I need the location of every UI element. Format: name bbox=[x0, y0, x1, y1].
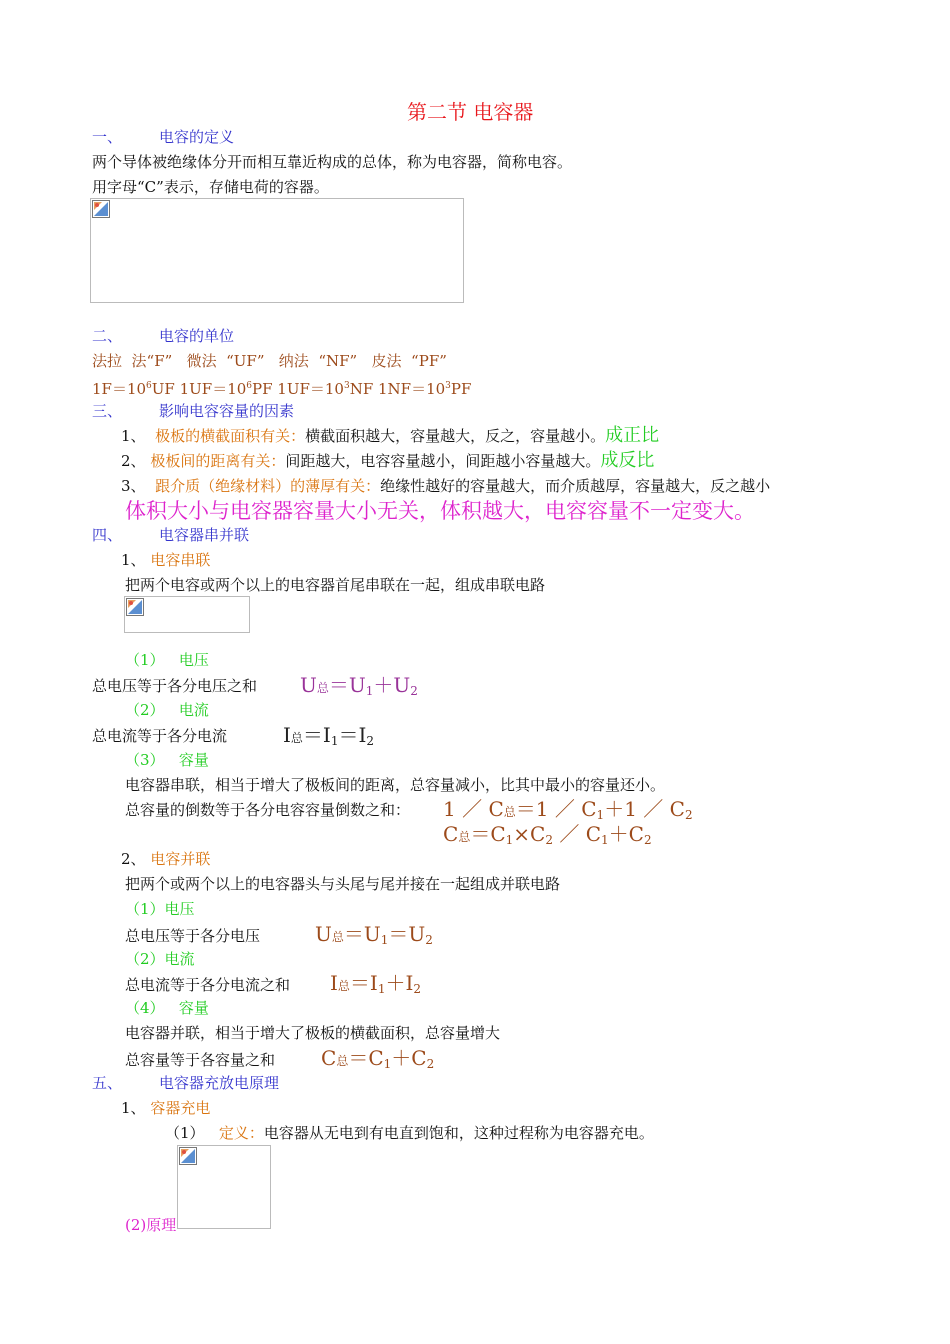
section-2-number: 二、 bbox=[92, 327, 123, 345]
series-current-formula: I总$=I_1=I_2$ bbox=[283, 723, 375, 748]
section-1-number: 一、 bbox=[92, 128, 123, 146]
page-title: 第二节 电容器 bbox=[407, 100, 534, 124]
charging-principle-image bbox=[177, 1145, 271, 1229]
series-capacity-text-2: 总容量的倒数等于各分电容容量倒数之和： bbox=[125, 801, 411, 819]
parallel-current-heading: （2）电流 bbox=[125, 950, 195, 968]
section-3-number: 三、 bbox=[92, 402, 123, 420]
parallel-voltage-formula: U总$=U_1=U_2$ bbox=[315, 922, 433, 947]
factor-1: 1、 极板的横截面积有关：横截面积越大，容量越大，反之，容量越小。成正比 bbox=[121, 425, 660, 446]
series-voltage-text: 总电压等于各分电压之和 bbox=[92, 677, 258, 695]
section-5-heading: 电容器充放电原理 bbox=[159, 1074, 280, 1092]
series-circuit-image bbox=[124, 596, 250, 633]
series-voltage-heading: （1） 电压 bbox=[125, 651, 209, 669]
series-current-text: 总电流等于各分电流 bbox=[92, 727, 228, 745]
series-capacity-heading: （3） 容量 bbox=[125, 751, 209, 769]
parallel-capacity-text-2: 总容量等于各容量之和 bbox=[125, 1051, 276, 1069]
parallel-voltage-heading: （1）电压 bbox=[125, 900, 195, 918]
parallel-voltage-text: 总电压等于各分电压 bbox=[125, 927, 261, 945]
capacitor-structure-image bbox=[90, 198, 464, 303]
series-capacity-text-1: 电容器串联，相当于增大了极板间的距离，总容量减小，比其中最小的容量还小。 bbox=[125, 776, 666, 794]
series-heading: 1、 电容串联 bbox=[121, 551, 211, 569]
charging-definition: （1） 定义：电容器从无电到有电直到饱和，这种过程称为电容器充电。 bbox=[165, 1124, 654, 1142]
section-1-heading: 电容的定义 bbox=[159, 128, 235, 146]
section-3-heading: 影响电容容量的因素 bbox=[159, 402, 295, 420]
series-description: 把两个电容或两个以上的电容器首尾串联在一起，组成串联电路 bbox=[125, 576, 546, 594]
unit-names: 法拉 法“F” 微法 “UF” 纳法 “NF” 皮法 “PF” bbox=[92, 352, 447, 370]
broken-image-icon bbox=[179, 1147, 197, 1165]
charging-principle-label: (2)原理 bbox=[125, 1216, 177, 1234]
parallel-current-text: 总电流等于各分电流之和 bbox=[125, 976, 291, 994]
section-1-paragraph-2: 用字母“C”表示，存储电荷的容器。 bbox=[92, 178, 329, 196]
parallel-capacity-text-1: 电容器并联，相当于增大了极板的横截面积，总容量增大 bbox=[125, 1024, 501, 1042]
series-voltage-formula: U总$=U_1+U_2$ bbox=[300, 673, 418, 698]
parallel-capacity-heading: （4） 容量 bbox=[125, 999, 209, 1017]
parallel-description: 把两个或两个以上的电容器头与头尾与尾并接在一起组成并联电路 bbox=[125, 875, 561, 893]
charging-heading: 1、 容器充电 bbox=[121, 1099, 211, 1117]
series-capacity-formula-1: 1 ／ C总＝1 ／ $C_1+1$ ／ $C_2$ bbox=[443, 797, 693, 822]
factor-3: 3、 跟介质（绝缘材料）的薄厚有关：绝缘性越好的容量越大，而介质越厚，容量越大，反之越小 bbox=[121, 477, 771, 495]
parallel-current-formula: I总$=I_1+I_2$ bbox=[330, 971, 422, 996]
broken-image-icon bbox=[92, 200, 110, 218]
section-4-heading: 电容器串并联 bbox=[159, 526, 250, 544]
section-4-number: 四、 bbox=[92, 526, 123, 544]
broken-image-icon bbox=[126, 598, 144, 616]
series-current-heading: （2） 电流 bbox=[125, 701, 209, 719]
parallel-heading: 2、 电容并联 bbox=[121, 850, 211, 868]
section-2-heading: 电容的单位 bbox=[159, 327, 235, 345]
parallel-capacity-formula: C总$=C_1+C_2$ bbox=[321, 1046, 435, 1071]
series-capacity-formula-2: C总$=C_1\times C_2$ ／ $C_1+C_2$ bbox=[443, 822, 652, 847]
unit-conversions: $1F=10^6UF$ $1UF=10^6PF$ $1UF=10^3NF$ $1NF=10^3PF$ bbox=[92, 380, 472, 398]
section-1-paragraph-1: 两个导体被绝缘体分开而相互靠近构成的总体，称为电容器，简称电容。 bbox=[92, 153, 573, 171]
section-5-number: 五、 bbox=[92, 1074, 123, 1092]
volume-note: 体积大小与电容器容量大小无关，体积越大，电容容量不一定变大。 bbox=[125, 499, 755, 523]
factor-2: 2、 极板间的距离有关：间距越大，电容容量越小，间距越小容量越大。成反比 bbox=[121, 450, 655, 471]
